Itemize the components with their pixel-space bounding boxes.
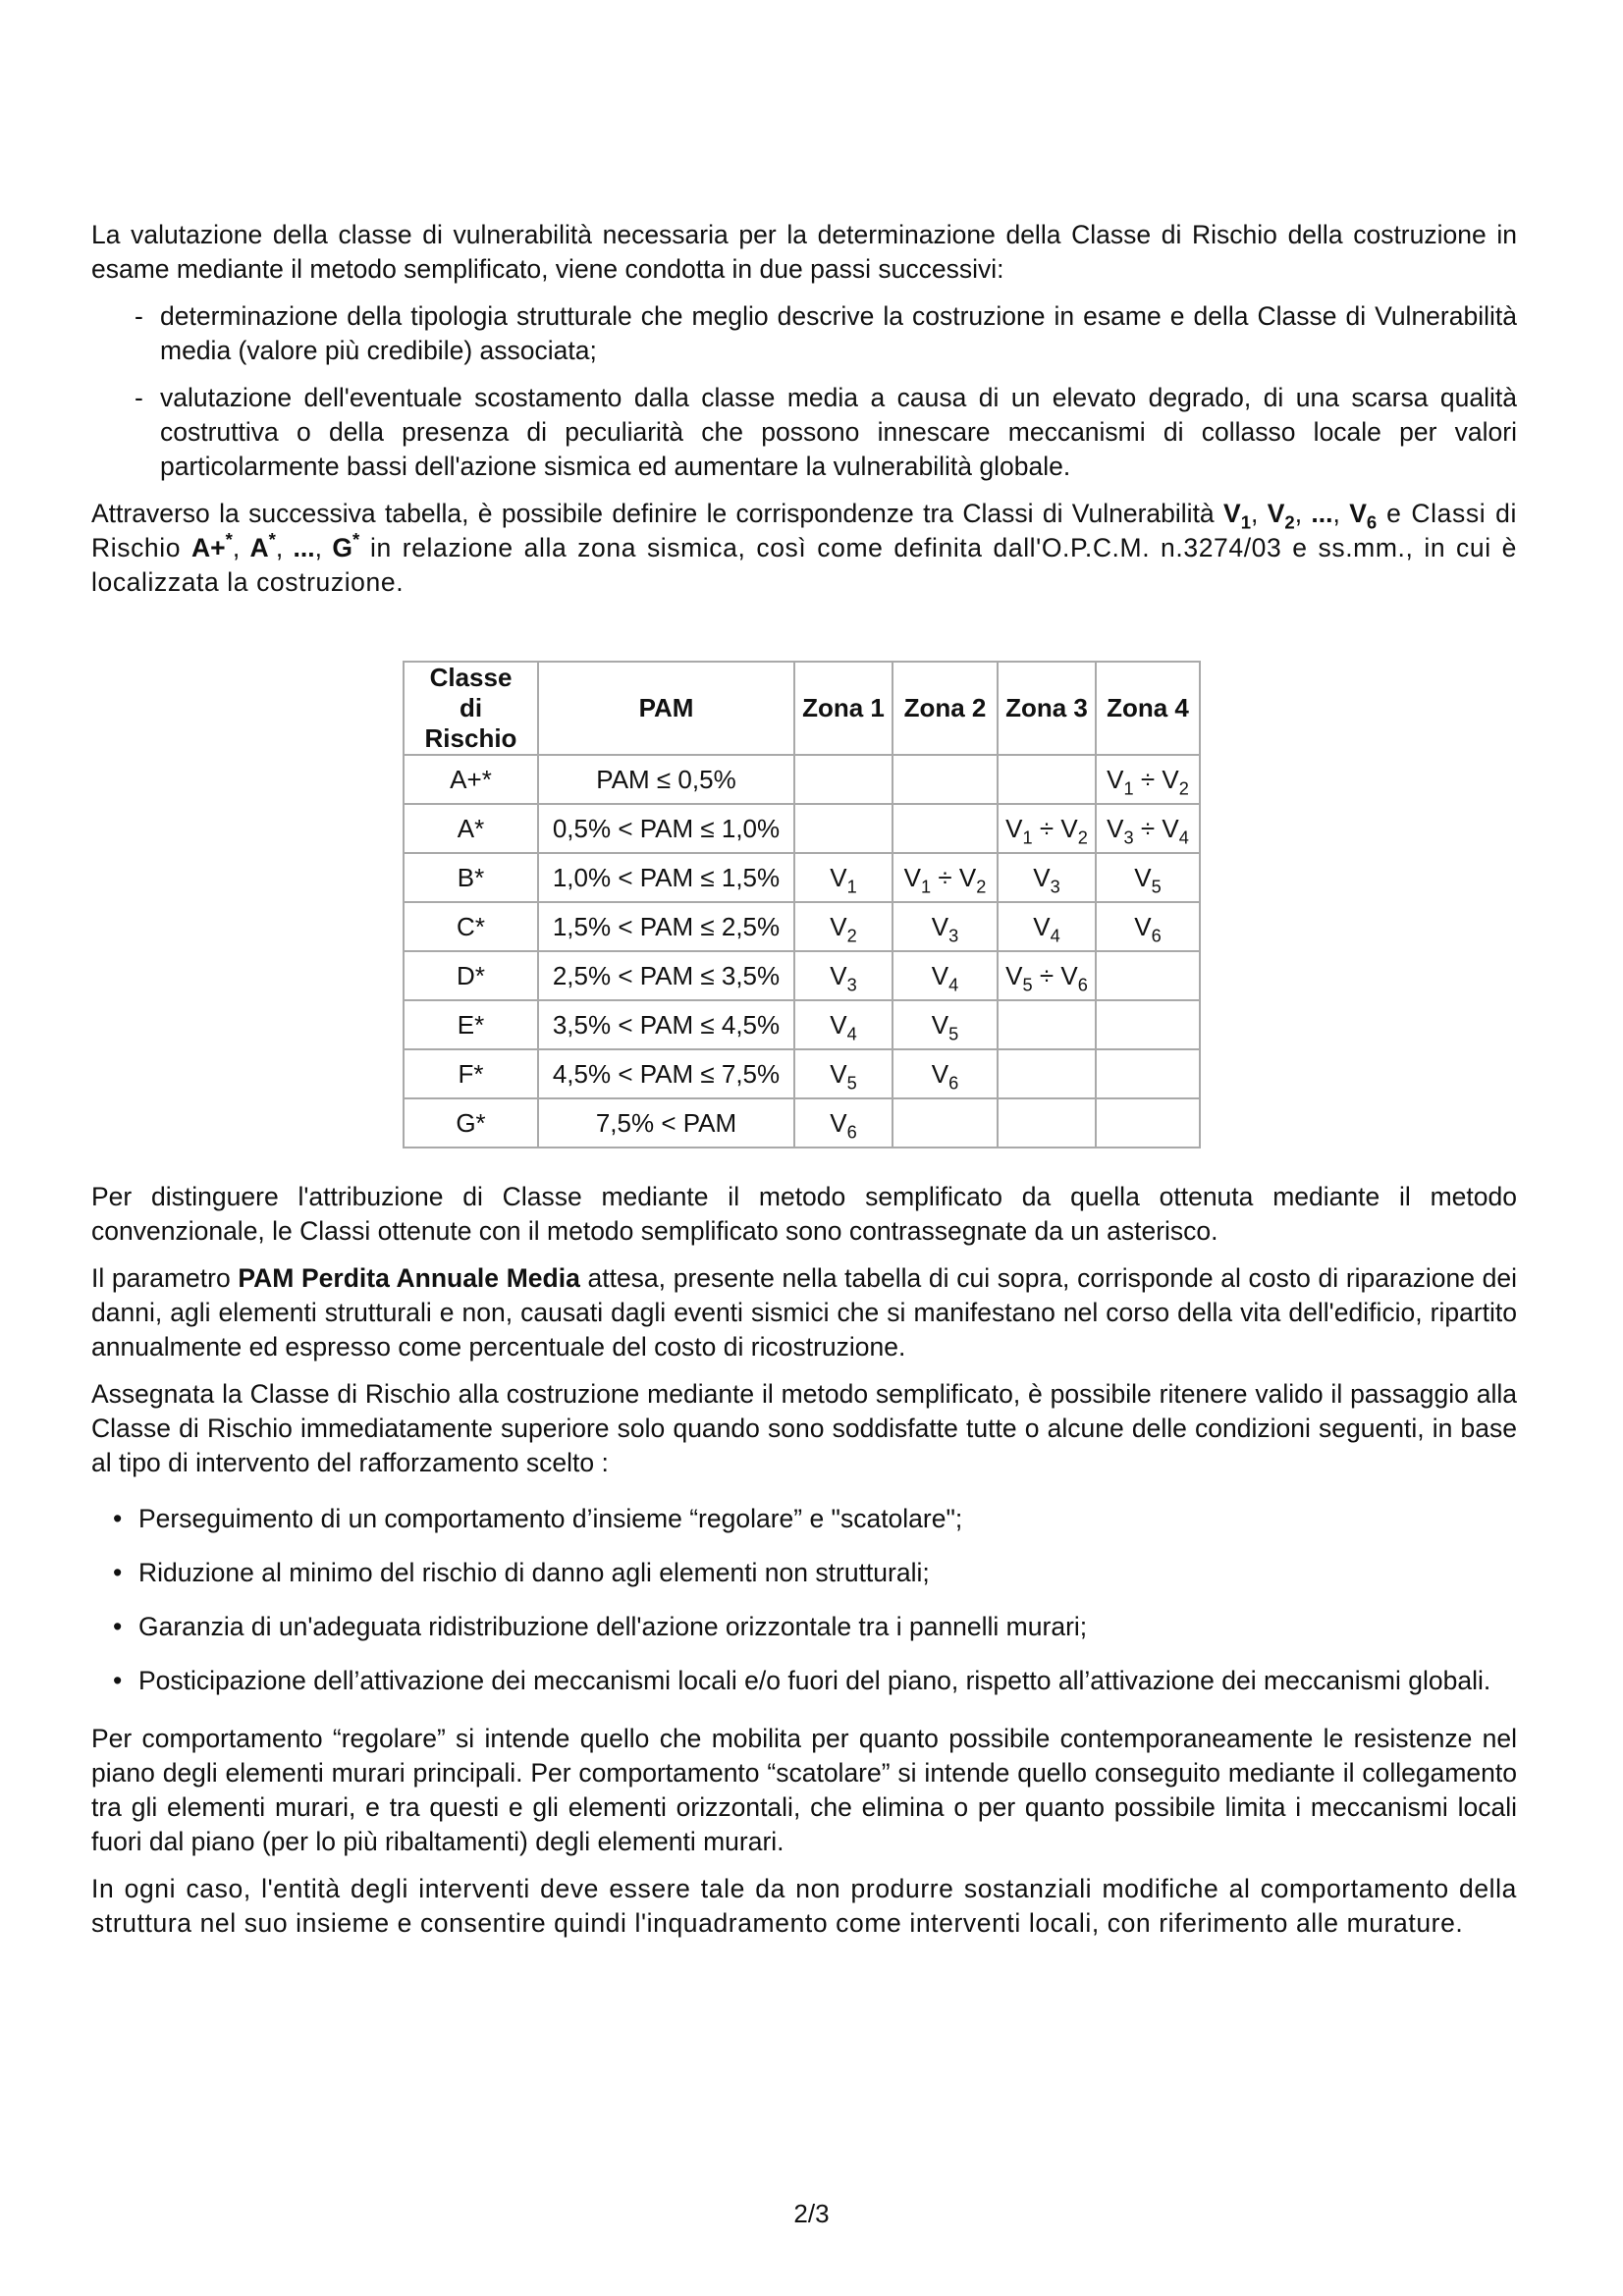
asterisk-paragraph: Per distinguere l'attribuzione di Classe mediante il metodo semplificato da quella ottenuta mediante il metodo convenzionale, le Classi ottenute con il metodo semplificato sono contrassegnate da un asterisco. (91, 1182, 1517, 1246)
cell-classe: A+* (404, 755, 538, 804)
header-zona-1: Zona 1 (794, 662, 893, 755)
table-row (404, 1000, 1200, 1049)
cell-zona-4 (1096, 1000, 1200, 1049)
cell-zona-1: $V_3$ (794, 951, 893, 1000)
cell-zona-4 (1096, 1049, 1200, 1098)
cell-zona-4: $V_5$ (1096, 853, 1200, 902)
table-row (404, 951, 1200, 1000)
cell-classe: C* (404, 902, 538, 951)
cell-pam: 7,5% < PAM (538, 1098, 794, 1148)
document-body (91, 1180, 1517, 1953)
cell-zona-3: $V_5 \div V_6$ (998, 951, 1096, 1000)
cell-zona-4: $V_1 \div V_2$ (1096, 755, 1200, 804)
cell-zona-2: $V_4$ (893, 951, 998, 1000)
header-zona-4: Zona 4 (1096, 662, 1200, 755)
cell-zona-1 (794, 804, 893, 853)
header-zona-2: Zona 2 (893, 662, 998, 755)
cell-classe: F* (404, 1049, 538, 1098)
cell-zona-1: $V_2$ (794, 902, 893, 951)
cell-pam: PAM ≤ 0,5% (538, 755, 794, 804)
cell-zona-2 (893, 1098, 998, 1148)
risk-class-table-container (403, 661, 1201, 1148)
cell-zona-1: $V_4$ (794, 1000, 893, 1049)
cell-classe: G* (404, 1098, 538, 1148)
cell-zona-2 (893, 804, 998, 853)
condition-item: • Garanzia di un'adeguata ridistribuzione dell'azione orizzontale tra i pannelli murari; (91, 1610, 1517, 1644)
cell-zona-1: $V_6$ (794, 1098, 893, 1148)
table-row (404, 853, 1200, 902)
condition-item: • Riduzione al minimo del rischio di danno agli elementi non strutturali; (91, 1556, 1517, 1590)
upgrade-paragraph: Assegnata la Classe di Rischio alla costruzione mediante il metodo semplificato, è possibile ritenere valido il passaggio alla Classe di Rischio immediatamente superiore solo quando sono soddisfatte tutte o alcune delle condizioni seguenti, in base al tipo di intervento del rafforzamento scelto : (91, 1379, 1517, 1477)
cell-pam: 1,5% < PAM ≤ 2,5% (538, 902, 794, 951)
condition-item: • Perseguimento di un comportamento d’insieme “regolare” e "scatolare"; (91, 1502, 1517, 1536)
cell-zona-3: $V_4$ (998, 902, 1096, 951)
conclusion-paragraph: In ogni caso, l'entità degli interventi deve essere tale da non produrre sostanziali modifiche al comportamento della struttura nel suo insieme e consentire quindi l'inquadramento come interventi locali, con riferimento alle murature. (91, 1874, 1517, 1938)
cell-pam: 2,5% < PAM ≤ 3,5% (538, 951, 794, 1000)
dash-marker: - (135, 301, 143, 331)
page-number: 2/3 (793, 2199, 830, 2228)
header-pam: PAM (538, 662, 794, 755)
cell-zona-4: $V_6$ (1096, 902, 1200, 951)
cell-zona-3 (998, 1000, 1096, 1049)
cell-zona-3: $V_1 \div V_2$ (998, 804, 1096, 853)
cell-zona-2 (893, 755, 998, 804)
cell-zona-1: $V_1$ (794, 853, 893, 902)
cell-zona-1: $V_5$ (794, 1049, 893, 1098)
cell-classe: E* (404, 1000, 538, 1049)
bullet-marker: • (113, 1558, 123, 1587)
cell-zona-1 (794, 755, 893, 804)
behaviour-paragraph: Per comportamento “regolare” si intende quello che mobilita per quanto possibile contemporaneamente le resistenze nel piano degli elementi murari principali. Per comportamento “scatolare” si intende quello conseguito mediante il collegamento tra gli elementi murari, e tra questi e gli elementi orizzontali, che elimina o per quanto possibile limita i meccanismi locali fuori dal piano (per lo più ribaltamenti) degli elementi murari. (91, 1724, 1517, 1856)
cell-pam: 3,5% < PAM ≤ 4,5% (538, 1000, 794, 1049)
risk-class-table (403, 661, 1201, 1148)
steps-list (91, 299, 1517, 484)
condition-item: • Posticipazione dell’attivazione dei meccanismi locali e/o fuori del piano, rispetto all’attivazione dei meccanismi globali. (91, 1664, 1517, 1698)
cell-pam: 4,5% < PAM ≤ 7,5% (538, 1049, 794, 1098)
step-item: - determinazione della tipologia strutturale che meglio descrive la costruzione in esame e della Classe di Vulnerabilità media (valore più credibile) associata; (135, 301, 1517, 365)
cell-zona-2: $V_5$ (893, 1000, 998, 1049)
table-row (404, 1049, 1200, 1098)
table-row (404, 804, 1200, 853)
dash-marker: - (135, 383, 143, 412)
cell-zona-3 (998, 1049, 1096, 1098)
table-row (404, 755, 1200, 804)
cell-zona-2: $V_3$ (893, 902, 998, 951)
cell-classe: A* (404, 804, 538, 853)
conditions-list (91, 1502, 1517, 1698)
cell-classe: B* (404, 853, 538, 902)
table-row (404, 1098, 1200, 1148)
cell-zona-4 (1096, 951, 1200, 1000)
correspondence-paragraph: Attraverso la successiva tabella, è possibile definire le corrispondenze tra Classi di Vulnerabilità $V_1$, $V_2$, ..., $V_6$ e Classi di Rischio A+*, A*, ..., G* in relazione alla zona sismica, così come definita dall'O.P.C.M. n.3274/03 e ss.mm., in cui è localizzata la costruzione. (91, 499, 1517, 597)
table-header-row (404, 662, 1200, 755)
cell-zona-3 (998, 755, 1096, 804)
document-page (91, 218, 1517, 600)
step-item: - valutazione dell'eventuale scostamento dalla classe media a causa di un elevato degrado, di una scarsa qualità costruttiva o della presenza di peculiarità che possono innescare meccanismi di collasso locale per valori particolarmente bassi dell'azione sismica ed aumentare la vulnerabilità globale. (135, 383, 1517, 481)
cell-zona-4: $V_3 \div V_4$ (1096, 804, 1200, 853)
pam-paragraph: Il parametro PAM Perdita Annuale Media attesa, presente nella tabella di cui sopra, corrisponde al costo di riparazione dei danni, agli elementi strutturali e non, causati dagli eventi sismici che si manifestano nel corso della vita dell'edificio, ripartito annualmente ed espresso come percentuale del costo di ricostruzione. (91, 1263, 1517, 1362)
cell-classe: D* (404, 951, 538, 1000)
bullet-marker: • (113, 1666, 123, 1695)
cell-pam: 1,0% < PAM ≤ 1,5% (538, 853, 794, 902)
header-zona-3: Zona 3 (998, 662, 1096, 755)
cell-zona-2: $V_1 \div V_2$ (893, 853, 998, 902)
cell-zona-4 (1096, 1098, 1200, 1148)
cell-pam: 0,5% < PAM ≤ 1,0% (538, 804, 794, 853)
cell-zona-2: $V_6$ (893, 1049, 998, 1098)
header-classe: Classe di Rischio (404, 662, 538, 755)
bullet-marker: • (113, 1504, 123, 1533)
table-row (404, 902, 1200, 951)
intro-paragraph: La valutazione della classe di vulnerabilità necessaria per la determinazione della Classe di Rischio della costruzione in esame mediante il metodo semplificato, viene condotta in due passi successivi: (91, 220, 1517, 284)
cell-zona-3: $V_3$ (998, 853, 1096, 902)
cell-zona-3 (998, 1098, 1096, 1148)
bullet-marker: • (113, 1612, 123, 1641)
